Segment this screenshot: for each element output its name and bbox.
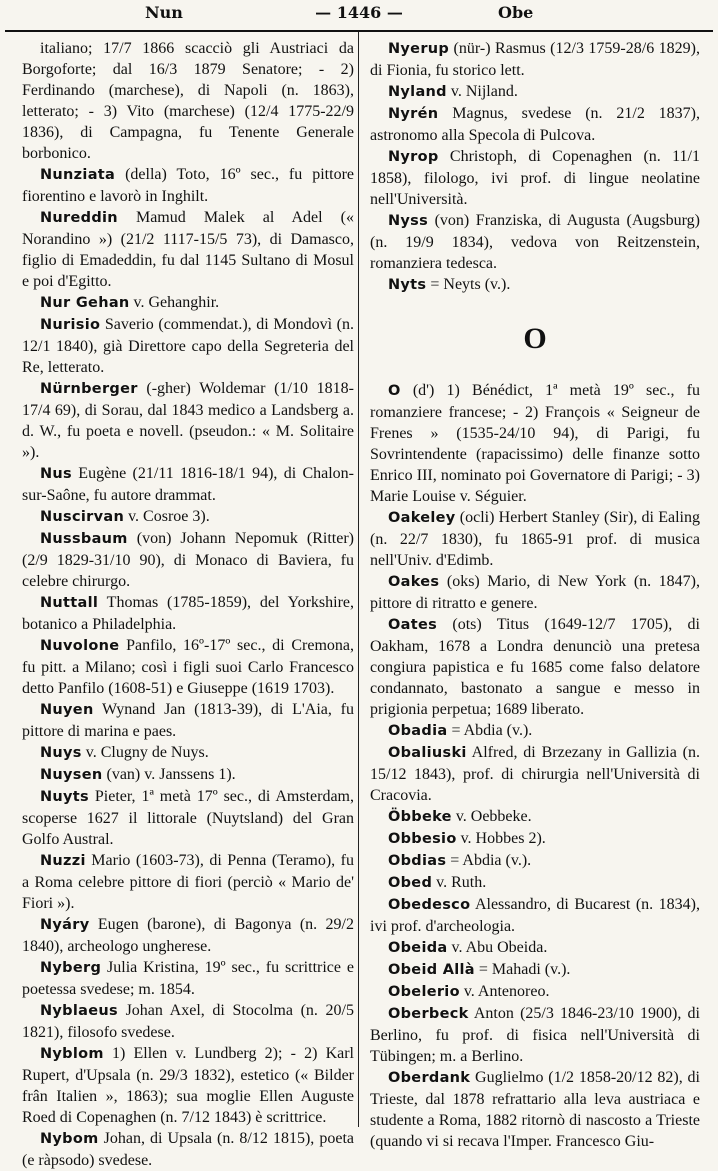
entry-headword: Oberbeck bbox=[388, 1006, 469, 1022]
right-column-bottom bbox=[370, 380, 700, 1152]
header-right-guide-word: Obe bbox=[498, 3, 534, 22]
dictionary-entry bbox=[22, 786, 354, 850]
entry-headword: Nürnberger bbox=[40, 381, 138, 397]
entry-headword: Nyland bbox=[388, 84, 447, 100]
entry-text: v. Cosroe 3). bbox=[124, 508, 210, 525]
dictionary-entry bbox=[370, 103, 700, 146]
entry-headword: Obadia bbox=[388, 723, 448, 739]
dictionary-entry bbox=[22, 292, 354, 314]
column-divider bbox=[358, 32, 359, 1127]
entry-headword: Nyáry bbox=[40, 917, 90, 933]
entry-headword: Oates bbox=[388, 617, 438, 633]
entry-headword: O bbox=[388, 383, 401, 399]
header-left-guide-word: Nun bbox=[145, 3, 183, 22]
dictionary-entry bbox=[370, 1067, 700, 1152]
dictionary-entry bbox=[370, 850, 700, 872]
dictionary-entry bbox=[370, 959, 700, 981]
dictionary-entry bbox=[22, 38, 354, 164]
entry-text: v. Hobbes 2). bbox=[456, 830, 546, 847]
entry-text: (della) Toto, 16º sec., fu pittore fiorentino e lavorò in Inghilt. bbox=[22, 166, 354, 205]
dictionary-entry bbox=[22, 164, 354, 207]
entry-headword: Nunziata bbox=[40, 167, 116, 183]
entry-text: = Mahadi (v.). bbox=[474, 961, 571, 978]
entry-headword: Nyblom bbox=[40, 1046, 104, 1062]
entry-headword: Nyrén bbox=[388, 106, 439, 122]
entry-text: Julia Kristina, 19º sec., fu scrittrice e poetessa svedese; m. 1854. bbox=[22, 959, 354, 998]
entry-headword: Nuzzi bbox=[40, 853, 86, 869]
right-column bbox=[370, 38, 700, 1152]
dictionary-entry bbox=[370, 894, 700, 937]
section-letter: O bbox=[523, 322, 547, 355]
entry-text: v. Ruth. bbox=[432, 874, 487, 891]
entry-headword: Nyerup bbox=[388, 41, 450, 57]
dictionary-entry bbox=[22, 914, 354, 957]
entry-text: (nür-) Rasmus (12/3 1759-28/6 1829), di Fionia, fu storico lett. bbox=[370, 40, 700, 79]
dictionary-entry bbox=[22, 378, 354, 463]
entry-text: v. Antenoreo. bbox=[459, 983, 550, 1000]
dictionary-entry bbox=[22, 592, 354, 635]
entry-text: Eugen (barone), di Bagonya (n. 29/2 1840), archeologo ungherese. bbox=[22, 916, 354, 955]
entry-text: (van) v. Janssens 1). bbox=[102, 766, 236, 783]
entry-text: Pieter, 1ª metà 17º sec., di Amsterdam, scoperse 1627 il littorale (Nuytsland) del Gran Golfo Austral. bbox=[22, 788, 354, 848]
entry-text: (von) Franziska, di Augusta (Augsburg) (n. 19/9 1834), vedova von Reitzenstein, romanziera tedesca. bbox=[370, 212, 700, 272]
dictionary-entry bbox=[370, 720, 700, 742]
entry-text: v. Abu Obeida. bbox=[447, 939, 548, 956]
entry-headword: Nurisio bbox=[40, 317, 101, 333]
entry-headword: Nuys bbox=[40, 745, 82, 761]
entry-text: = Abdia (v.). bbox=[447, 722, 533, 739]
entry-text: (ots) Titus (1649-12/7 1705), di Oakham, 1678 a Londra denunciò una pretesa congiura papistica e fu 1685 come falso delatore condannato, bastonato a sangue e messo in prigionia perpetua; 1689 liberato. bbox=[370, 616, 700, 718]
dictionary-entry bbox=[370, 828, 700, 850]
entry-headword: Nuttall bbox=[40, 595, 99, 611]
entry-text: Johan, di Upsala (n. 8/12 1815), poeta (e ràpsodo) svedese. bbox=[22, 1130, 354, 1169]
entry-text: Alfred, di Brzezany in Gallizia (n. 15/12 1843), prof. di chirurgia nell'Università di Cracovia. bbox=[370, 744, 700, 804]
entry-text: Magnus, svedese (n. 21/2 1837), astronomo alla Specola di Pulcova. bbox=[370, 105, 700, 144]
entry-headword: Nus bbox=[40, 466, 72, 482]
dictionary-entry bbox=[22, 506, 354, 528]
entry-text: v. Oebbeke. bbox=[451, 808, 532, 825]
entry-text: v. Gehanghir. bbox=[129, 294, 220, 311]
dictionary-entry bbox=[22, 850, 354, 914]
dictionary-entry bbox=[370, 806, 700, 828]
entry-headword: Nussbaum bbox=[40, 531, 128, 547]
entry-text: Mamud Malek al Adel (« Norandino ») (21/2 1117-15/5 73), di Damasco, figlio di Emadeddin, fu dal 1145 Sultano di Mosul e poi d'Egitto. bbox=[22, 209, 354, 290]
dictionary-entry bbox=[370, 380, 700, 507]
entry-text: Guglielmo (1/2 1858-20/12 82), di Trieste, dal 1878 refrattario alla leva austriaca e studente a Roma, 1882 ritornò di nascosto a Trieste (quando vi si recava l'Imper. Francesco Giu- bbox=[370, 1069, 700, 1150]
entry-headword: Öbbeke bbox=[388, 809, 452, 825]
entry-text: Johan Axel, di Stocolma (n. 20/5 1821), filosofo svedese. bbox=[22, 1002, 354, 1041]
entry-headword: Nyss bbox=[388, 213, 429, 229]
entry-text: = Abdia (v.). bbox=[446, 852, 532, 869]
dictionary-entry bbox=[22, 1000, 354, 1043]
dictionary-entry bbox=[22, 463, 354, 506]
entry-headword: Nuysen bbox=[40, 767, 103, 783]
dictionary-entry bbox=[370, 937, 700, 959]
dictionary-entry bbox=[22, 764, 354, 786]
dictionary-entry bbox=[22, 635, 354, 699]
entry-text: Saverio (commendat.), di Mondovì (n. 12/1 1840), già Direttore capo della Segreteria del Re, letterato. bbox=[22, 316, 354, 376]
dictionary-entry bbox=[22, 742, 354, 764]
entry-headword: Nuscirvan bbox=[40, 509, 125, 525]
header-rule bbox=[5, 30, 713, 32]
entry-headword: Nybom bbox=[40, 1131, 99, 1147]
dictionary-entry bbox=[370, 81, 700, 103]
dictionary-entry bbox=[22, 699, 354, 742]
entry-text: (oks) Mario, di New York (n. 1847), pittore di ritratto e genere. bbox=[370, 573, 700, 612]
entry-text: italiano; 17/7 1866 scacciò gli Austriaci da Borgoforte; dal 16/3 1879 Senatore; - 2) Ferdinando (marchese), di Napoli (n. 1863), letterato; - 3) Vito (marchese) (12/4 1775-22/9 1836), di Campagna, fu Tenente Generale borbonico. bbox=[22, 40, 354, 162]
entry-headword: Oakes bbox=[388, 574, 440, 590]
entry-headword: Obelerio bbox=[388, 984, 460, 1000]
entry-headword: Nuyen bbox=[40, 702, 94, 718]
entry-text: Wynand Jan (1813-39), di L'Aia, fu pittore di marina e paes. bbox=[22, 701, 354, 740]
page-header bbox=[0, 0, 718, 30]
entry-headword: Nuvolone bbox=[40, 638, 120, 654]
dictionary-entry bbox=[370, 571, 700, 614]
dictionary-entry bbox=[22, 1043, 354, 1128]
entry-text: v. Nijland. bbox=[446, 83, 518, 100]
entry-text: v. Clugny de Nuys. bbox=[81, 744, 209, 761]
entry-text: (von) Johann Nepomuk (Ritter) (2/9 1829-31/10 90), di Monaco di Baviera, fu celebre chirurgo. bbox=[22, 530, 354, 590]
dictionary-entry bbox=[22, 1128, 354, 1171]
entry-text: 1) Ellen v. Lundberg 2); - 2) Karl Rupert, d'Upsala (n. 29/3 1832), estetico (« Bilder frân Italien », 1863); sua moglie Ellen Auguste Roed di Copenaghen (n. 7/12 1843) è scrittrice. bbox=[22, 1045, 354, 1126]
dictionary-entry bbox=[370, 742, 700, 806]
entry-headword: Obeida bbox=[388, 940, 448, 956]
left-column bbox=[22, 38, 354, 1171]
entry-text: (-gher) Woldemar (1/10 1818-17/4 69), di Sorau, dal 1843 medico a Landsberg a. d. W., fu poeta e novell. (pseudon.: « M. Solitaire »). bbox=[22, 380, 354, 461]
dictionary-entry bbox=[370, 274, 700, 296]
entry-text: Thomas (1785-1859), del Yorkshire, botanico a Philadelphia. bbox=[22, 594, 354, 633]
entry-headword: Nyblaeus bbox=[40, 1003, 118, 1019]
dictionary-entry bbox=[370, 507, 700, 571]
dictionary-entry bbox=[22, 528, 354, 592]
entry-headword: Obbesio bbox=[388, 831, 457, 847]
entry-text: Eugène (21/11 1816-18/1 94), di Chalon-sur-Saône, fu autore drammat. bbox=[22, 465, 354, 504]
entry-headword: Nyberg bbox=[40, 960, 102, 976]
dictionary-entry bbox=[370, 981, 700, 1003]
dictionary-entry bbox=[370, 38, 700, 81]
right-column-top bbox=[370, 38, 700, 296]
dictionary-entry bbox=[370, 872, 700, 894]
dictionary-entry bbox=[22, 314, 354, 378]
entry-headword: Nyts bbox=[388, 277, 427, 293]
entry-text: = Neyts (v.). bbox=[426, 276, 511, 293]
entry-headword: Obeid Allà bbox=[388, 962, 475, 978]
entry-headword: Nur Gehan bbox=[40, 295, 130, 311]
entry-text: Alessandro, di Bucarest (n. 1834), ivi prof. d'archeologia. bbox=[370, 896, 700, 935]
entry-headword: Nyrop bbox=[388, 149, 439, 165]
entry-headword: Obedesco bbox=[388, 897, 471, 913]
header-page-number: — 1446 — bbox=[315, 3, 403, 22]
entry-text: Mario (1603-73), di Penna (Teramo), fu a Roma celebre pittore di fiori (perciò « Mario de' Fiori »). bbox=[22, 852, 354, 912]
entry-text: (ocli) Herbert Stanley (Sir), di Ealing (n. 22/7 1830), fu 1865-91 prof. di musica nell'Univ. d'Edimb. bbox=[370, 509, 700, 569]
dictionary-entry bbox=[22, 207, 354, 292]
entry-text: (d') 1) Bénédict, 1ª metà 19º sec., fu romanziere francese; - 2) François « Seigneur de Frenes » (1535-24/10 94), di Parigi, fu Sovrintendente (rapacissimo) delle finanze sotto Enrico III, nominato poi Governatore di Parigi; - 3) Marie Louise v. Séguier. bbox=[370, 382, 700, 505]
entry-text: Christoph, di Copenaghen (n. 11/1 1858), filologo, ivi prof. di lingue neolatine nell'Università. bbox=[370, 148, 700, 208]
dictionary-entry bbox=[370, 210, 700, 274]
entry-headword: Oakeley bbox=[388, 510, 456, 526]
entry-text: Panfilo, 16º-17º sec., di Cremona, fu pitt. a Milano; così i figli suoi Carlo Francesco detto Panfilo (1608-51) e Giuseppe (1619 1703). bbox=[22, 637, 354, 697]
entry-headword: Nuyts bbox=[40, 789, 89, 805]
entry-text: Anton (25/3 1846-23/10 1900), di Berlino, fu prof. di fisica nell'Università di Tübingen; m. a Berlino. bbox=[370, 1005, 700, 1065]
entry-headword: Nureddin bbox=[40, 210, 118, 226]
dictionary-entry bbox=[370, 146, 700, 210]
entry-headword: Obed bbox=[388, 875, 433, 891]
entry-headword: Obaliuski bbox=[388, 745, 467, 761]
entry-headword: Obdias bbox=[388, 853, 447, 869]
entry-headword: Oberdank bbox=[388, 1070, 471, 1086]
dictionary-entry bbox=[370, 1003, 700, 1067]
dictionary-entry bbox=[370, 614, 700, 720]
dictionary-entry bbox=[22, 957, 354, 1000]
